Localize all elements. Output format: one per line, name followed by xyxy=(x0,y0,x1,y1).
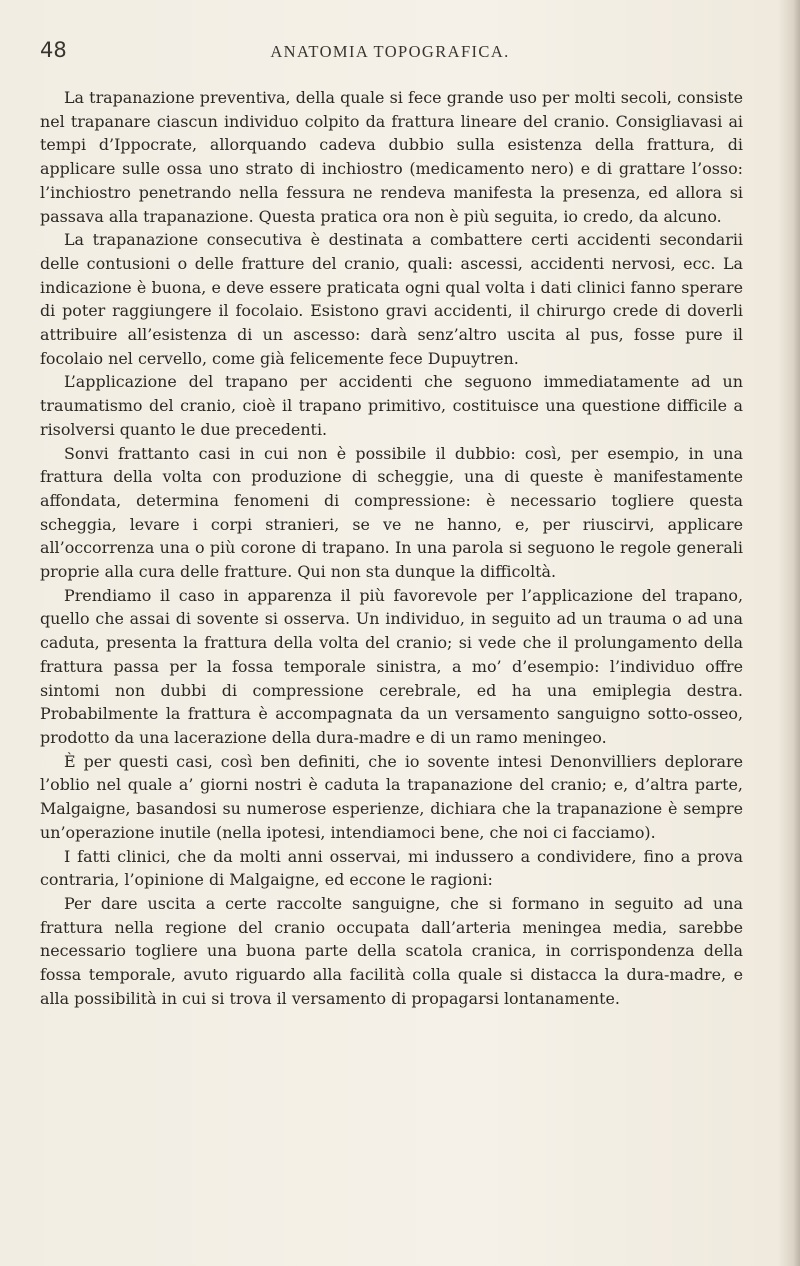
paragraph: La trapanazione preventiva, della quale si fece grande uso per molti secoli, consiste nel trapanare ciascun individuo colpito da frattura lineare del cranio. Consigliavasi ai tempi d’Ippocrate, allorquando cadeva dubbio sulla esistenza della frattura, di applicare sulle ossa uno strato di inchiostro (medicamento nero) e di grattare l’osso: l’inchiostro penetrando nella fessura ne rendeva manifesta la presenza, ed allora si passava alla trapanazione. Questa pratica ora non è più seguita, io credo, da alcuno. xyxy=(40,88,743,226)
running-title: ANATOMIA TOPOGRAFICA. xyxy=(270,42,510,61)
paragraph: Prendiamo il caso in apparenza il più favorevole per l’applicazione del trapano, quello che assai di sovente si osserva. Un individuo, in seguito ad un trauma o ad una caduta, presenta la frattura della volta del cranio; si vede che il prolungamento della frattura passa per la fossa temporale sinistra, a mo’ d’esempio: l’individuo offre sintomi non dubbi di compressione cerebrale, ed ha una emiplegia destra. Probabilmente la frattura è accompagnata da un versamento sanguigno sotto-osseo, prodotto da una lacerazione della dura-madre e di un ramo meningeo. xyxy=(40,585,743,747)
paragraph: La trapanazione consecutiva è destinata a combattere certi accidenti secondarii delle contusioni o delle fratture del cranio, quali: ascessi, accidenti nervosi, ecc. La indicazione è buona, e deve essere praticata ogni qual volta i dati clinici fanno sperare di poter raggiungere il focolaio. Esistono gravi accidenti, il chirurgo crede di doverli attribuire all’esistenza di un ascesso: darà senz’altro uscita al pus, fosse pure il focolaio nel cervello, come già felicemente fece Dupuytren. xyxy=(40,230,743,368)
page-edge-shadow xyxy=(778,0,800,1266)
page-number: 48 xyxy=(40,38,67,62)
page-header xyxy=(40,38,740,68)
paragraph: Per dare uscita a certe raccolte sanguigne, che si formano in seguito ad una frattura nella regione del cranio occupata dall’arteria meningea media, sarebbe necessario togliere una buona parte della scatola cranica, in corrispondenza della fossa temporale, avuto riguardo alla facilità colla quale si distacca la dura-madre, e alla possibilità in cui si trova il versamento di propagarsi lontanamente. xyxy=(40,893,743,1008)
paragraph: È per questi casi, così ben definiti, che io sovente intesi Denonvilliers deplorare l’oblio nel quale a’ giorni nostri è caduta la trapanazione del cranio; e, d’altra parte, Malgaigne, basandosi su numerose esperienze, dichiara che la trapanazione è sempre un’operazione inutile (nella ipotesi, intendiamoci bene, che noi ci facciamo). xyxy=(40,751,743,842)
paragraph: L’applicazione del trapano per accidenti che seguono immediatamente ad un traumatismo del cranio, cioè il trapano primitivo, costituisce una questione difficile a risolversi quanto le due precedenti. xyxy=(40,372,743,439)
paragraph: I fatti clinici, che da molti anni osservai, mi indussero a condividere, fino a prova contraria, l’opinione di Malgaigne, ed eccone le ragioni: xyxy=(40,846,743,890)
body-text xyxy=(40,86,743,1010)
paragraph: Sonvi frattanto casi in cui non è possibile il dubbio: così, per esempio, in una frattura della volta con produzione di scheggie, una di queste è manifestamente affondata, determina fenomeni di compressione: è necessario togliere questa scheggia, levare i corpi stranieri, se ve ne hanno, e, per riuscirvi, applicare all’occorrenza una o più corone di trapano. In una parola si seguono le regole generali proprie alla cura delle fratture. Qui non sta dunque la difficoltà. xyxy=(40,443,743,582)
